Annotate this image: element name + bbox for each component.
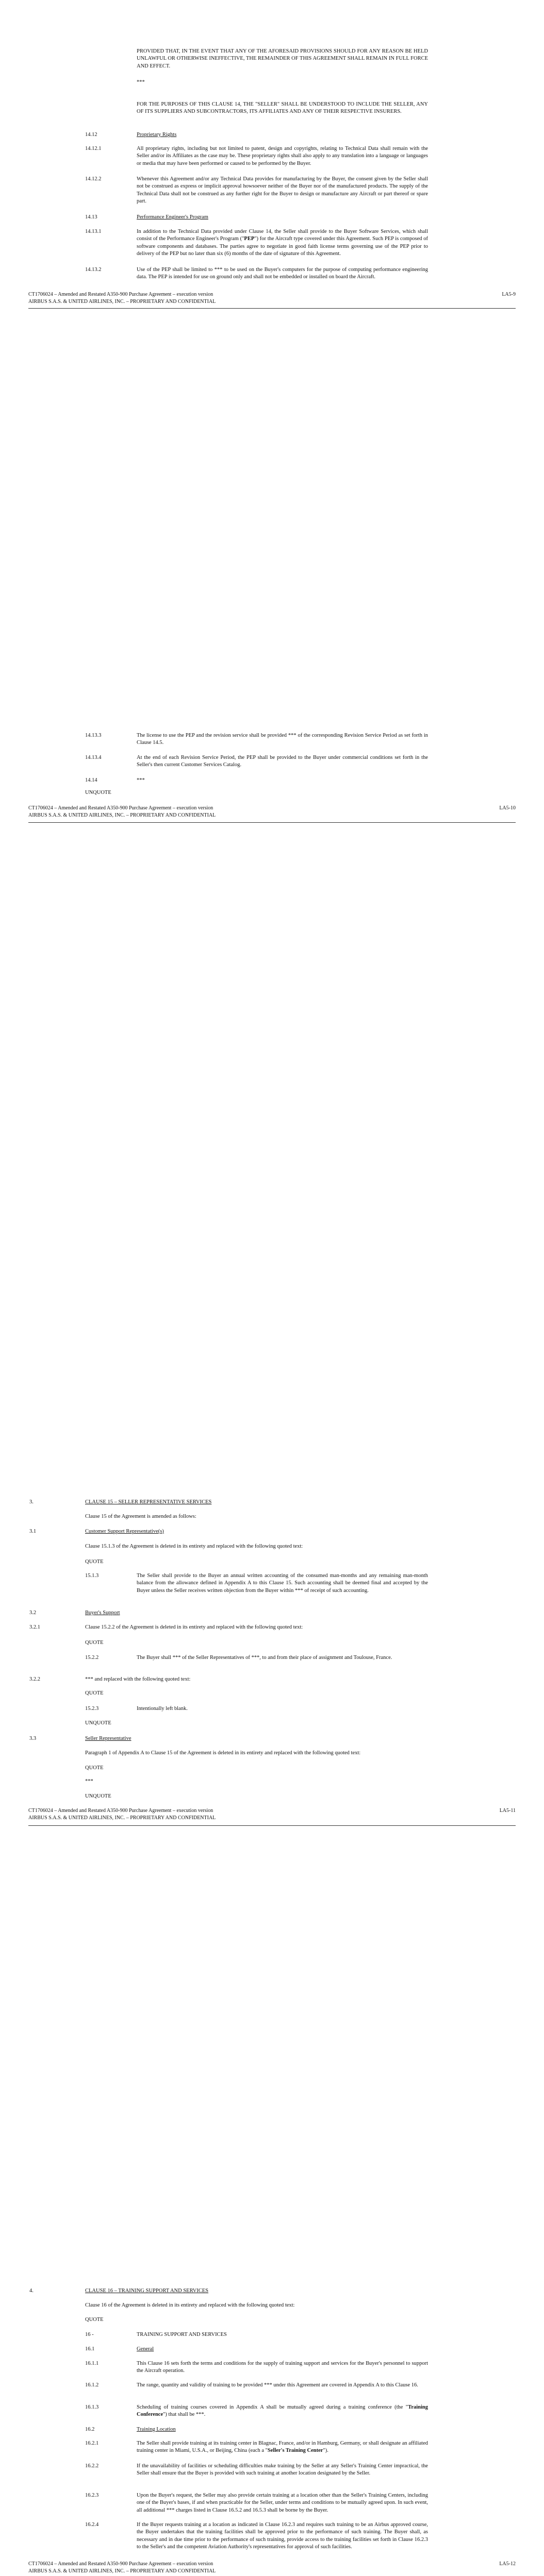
- clause-text: Scheduling of training courses covered in Appendix A shall be mutually agreed during a training conference (the "Training Conference") that shall be ***.: [137, 2404, 428, 2418]
- section-heading: Buyer's Support: [85, 1610, 120, 1616]
- quote-marker: QUOTE: [85, 1765, 104, 1771]
- footer-confidential-line: AIRBUS S.A.S. & UNITED AIRLINES, INC. – PROPRIETARY AND CONFIDENTIAL: [28, 812, 216, 818]
- clause-text: The Seller shall provide to the Buyer an annual written accounting of the consumed man-months and any remaining man-month balance from the allowance defined in Appendix A to this Clause 15. Such accounting shall be deemed final and accepted by the Buyer unless the Seller receives written objection from the Buyer within *** of receipt of such accounting.: [137, 1573, 428, 1594]
- footer-document-line: CT1706024 – Amended and Restated A350-900 Purchase Agreement – execution version: [28, 2561, 213, 2567]
- clause-number: 16.1: [85, 2346, 95, 2352]
- page-label: LA5-12: [499, 2561, 516, 2567]
- page-footer: [28, 805, 516, 819]
- clause-heading: Performance Engineer's Program: [137, 214, 208, 220]
- quote-marker: QUOTE: [85, 1559, 104, 1565]
- footer-divider: [28, 822, 516, 823]
- section-number: 3.: [29, 1499, 34, 1505]
- clause-text: In addition to the Technical Data provided under Clause 14, the Seller shall provide to the Buyer Software Services, which shall consist of the Performance Engineer's Program ("PEP") for the Aircraft type covered under this Agreement. Such PEP is composed of software components and databases. The parties agree to negotiate in good faith license terms governing use of the PEP prior to delivery of the PEP but no later than six (6) months of the date of signature of this Agreement.: [137, 229, 428, 257]
- section-number: 3.1: [29, 1529, 37, 1534]
- quote-marker: QUOTE: [85, 1690, 104, 1696]
- clause-number: 14.13.2: [85, 267, 102, 273]
- clause-number: 14.13.4: [85, 755, 102, 760]
- clause-text: If the Buyer requests training at a location as indicated in Clause 16.2.3 and requires such training to be an Airbus approved course, the Buyer undertakes that the training facilities shall be approved prior to the performance of such training. The Buyer shall, as necessary and in due time prior to the performance of such training, provide access to the training facilities set forth in Clause 16.2.3 to the Seller's and the competent Aviation Authority's representatives for approval of such facilities.: [137, 2522, 428, 2550]
- page-footer: [28, 1807, 516, 1821]
- deletion-statement: Clause 15.2.2 of the Agreement is deleted in its entirety and replaced with the following quoted text:: [85, 1624, 303, 1630]
- clause-text: All proprietary rights, including but not limited to patent, design and copyrights, relating to Technical Data shall remain with the Seller and/or its Affiliates as the case may be. These proprietary rights shall also apply to any translation into a language or languages or media that may have been performed or caused to be performed by the Buyer.: [137, 146, 428, 166]
- clause-number: 14.13.1: [85, 229, 102, 234]
- clause-heading: Proprietary Rights: [137, 132, 177, 138]
- clause-text: The Seller shall provide training at its training center in Blagnac, France, and/or in Hamburg, Germany, or shall designate an affiliated training center in Miami, U.S.A., or Beijing, China (each a "Seller's Training Center").: [137, 2441, 428, 2454]
- clause-number: 14.14: [85, 777, 97, 783]
- replacement-statement: *** and replaced with the following quoted text:: [85, 1676, 191, 1682]
- section-number: 3.2.2: [29, 1676, 40, 1682]
- clause-number: 16.2: [85, 2427, 95, 2432]
- clause-number: 14.13.3: [85, 733, 102, 738]
- clause-number: 14.12: [85, 132, 97, 138]
- footer-document-line: CT1706024 – Amended and Restated A350-900 Purchase Agreement – execution version: [28, 805, 213, 811]
- amendment-intro: Clause 15 of the Agreement is amended as follows:: [85, 1514, 196, 1519]
- clause-heading: Training Location: [137, 2427, 176, 2432]
- footer-document-line: CT1706024 – Amended and Restated A350-900 Purchase Agreement – execution version: [28, 292, 213, 297]
- footer-confidential-line: AIRBUS S.A.S. & UNITED AIRLINES, INC. – PROPRIETARY AND CONFIDENTIAL: [28, 2568, 216, 2574]
- clause-number: 16.1.3: [85, 2404, 99, 2410]
- seller-definition-paragraph: FOR THE PURPOSES OF THIS CLAUSE 14, THE "SELLER" SHALL BE UNDERSTOOD TO INCLUDE THE SELLER, ANY OF ITS SUPPLIERS AND SUBCONTRACTORS, ITS AFFILIATES AND ANY OF THEIR RESPECTIVE INSURERS.: [137, 101, 428, 115]
- quote-marker: QUOTE: [85, 2317, 104, 2323]
- redacted-stars: ***: [137, 79, 145, 85]
- clause-number: 16.2.2: [85, 2463, 99, 2469]
- page-footer: [28, 2561, 516, 2574]
- quote-marker: QUOTE: [85, 1640, 104, 1646]
- clause-number: 15.2.3: [85, 1706, 99, 1711]
- clause-number: 15.2.2: [85, 1655, 99, 1660]
- clause-heading: General: [137, 2346, 154, 2352]
- clause-text: The license to use the PEP and the revision service shall be provided *** of the corresponding Revision Service Period as set forth in Clause 14.5.: [137, 733, 428, 746]
- section-heading: Seller Representative: [85, 1736, 131, 1741]
- page-label: LA5-11: [499, 1808, 516, 1814]
- section-heading: CLAUSE 16 – TRAINING SUPPORT AND SERVICES: [85, 2288, 209, 2294]
- clause-text: The Buyer shall *** of the Seller Representatives of ***, to and from their place of assignment and Toulouse, France.: [137, 1655, 392, 1660]
- clause-number: 14.12.1: [85, 146, 102, 151]
- page-footer: [28, 291, 516, 305]
- clause-text: If the unavailability of facilities or scheduling difficulties make training by the Seller at any Seller's Training Center impractical, the Seller shall ensure that the Buyer is provided with such training at another location designated by the Seller.: [137, 2463, 428, 2477]
- footer-divider: [28, 308, 516, 309]
- footer-divider: [28, 1825, 516, 1826]
- clause-text: Use of the PEP shall be limited to *** to be used on the Buyer's computers for the purpose of computing performance engineering data. The PEP is intended for use on ground only and shall not be embedded or installed on board the Aircraft.: [137, 267, 428, 280]
- clause-text: At the end of each Revision Service Period, the PEP shall be provided to the Buyer under commercial conditions set forth in the Seller's then current Customer Services Catalog.: [137, 755, 428, 768]
- clause-text: The range, quantity and validity of training to be provided *** under this Agreement are covered in Appendix A to this Clause 16.: [137, 2382, 418, 2388]
- clause-number: 14.13: [85, 214, 97, 220]
- deletion-statement: Paragraph 1 of Appendix A to Clause 15 of the Agreement is deleted in its entirety and replaced with the following quoted text:: [85, 1750, 361, 1756]
- unquote-marker: UNQUOTE: [85, 1793, 111, 1799]
- deletion-statement: Clause 15.1.3 of the Agreement is deleted in its entirety and replaced with the following quoted text:: [85, 1544, 303, 1549]
- clause-number: 15.1.3: [85, 1573, 99, 1579]
- unquote-marker: UNQUOTE: [85, 790, 111, 795]
- clause-text: This Clause 16 sets forth the terms and conditions for the supply of training support and services for the Buyer's personnel to support the Aircraft operation.: [137, 2361, 428, 2374]
- clause-number: 16 -: [85, 2332, 94, 2337]
- clause-heading: TRAINING SUPPORT AND SERVICES: [137, 2332, 227, 2337]
- amendment-intro: Clause 16 of the Agreement is deleted in its entirety and replaced with the following quoted text:: [85, 2302, 295, 2308]
- clause-text: Intentionally left blank.: [137, 1706, 188, 1711]
- clause-number: 16.2.4: [85, 2522, 99, 2528]
- clause-number: 16.2.3: [85, 2493, 99, 2498]
- page-label: LA5-10: [499, 805, 516, 811]
- section-number: 3.2.1: [29, 1624, 40, 1630]
- clause-number: 16.2.1: [85, 2441, 99, 2446]
- clause-number: 16.1.1: [85, 2361, 99, 2366]
- page-label: LA5-9: [502, 292, 516, 297]
- clause-text: Whenever this Agreement and/or any Technical Data provides for manufacturing by the Buyer, the consent given by the Seller shall not be construed as express or implicit approval howsoever neither of the Buyer nor of the manufactured products. The supply of the Technical Data shall not be construed as any further right for the Buyer to design or manufacture any Aircraft or part thereof or spare part.: [137, 176, 428, 205]
- clause-text: ***: [137, 777, 145, 783]
- footer-confidential-line: AIRBUS S.A.S. & UNITED AIRLINES, INC. – PROPRIETARY AND CONFIDENTIAL: [28, 298, 216, 304]
- section-number: 4.: [29, 2288, 34, 2294]
- section-heading: Customer Support Representative(s): [85, 1529, 164, 1534]
- clause-number: 14.12.2: [85, 176, 102, 182]
- section-number: 3.3: [29, 1736, 37, 1741]
- footer-confidential-line: AIRBUS S.A.S. & UNITED AIRLINES, INC. – PROPRIETARY AND CONFIDENTIAL: [28, 1815, 216, 1821]
- clause-number: 16.1.2: [85, 2382, 99, 2388]
- footer-document-line: CT1706024 – Amended and Restated A350-900 Purchase Agreement – execution version: [28, 1808, 213, 1814]
- section-number: 3.2: [29, 1610, 37, 1616]
- provided-that-paragraph: PROVIDED THAT, IN THE EVENT THAT ANY OF THE AFORESAID PROVISIONS SHOULD FOR ANY REASON BE HELD UNLAWFUL OR OTHERWISE INEFFECTIVE, THE REMAINDER OF THIS AGREEMENT SHALL REMAIN IN FULL FORCE AND EFFECT.: [137, 48, 428, 69]
- clause-text: Upon the Buyer's request, the Seller may also provide certain training at a location other than the Seller's Training Centers, including one of the Buyer's bases, if and when practicable for the Seller, under terms and conditions to be mutually agreed upon. In such event, all additional *** charges listed in Clause 16.5.2 and 16.5.3 shall be borne by the Buyer.: [137, 2493, 428, 2513]
- redacted-stars: ***: [85, 1778, 93, 1784]
- section-heading: CLAUSE 15 – SELLER REPRESENTATIVE SERVICES: [85, 1499, 212, 1505]
- unquote-marker: UNQUOTE: [85, 1720, 111, 1726]
